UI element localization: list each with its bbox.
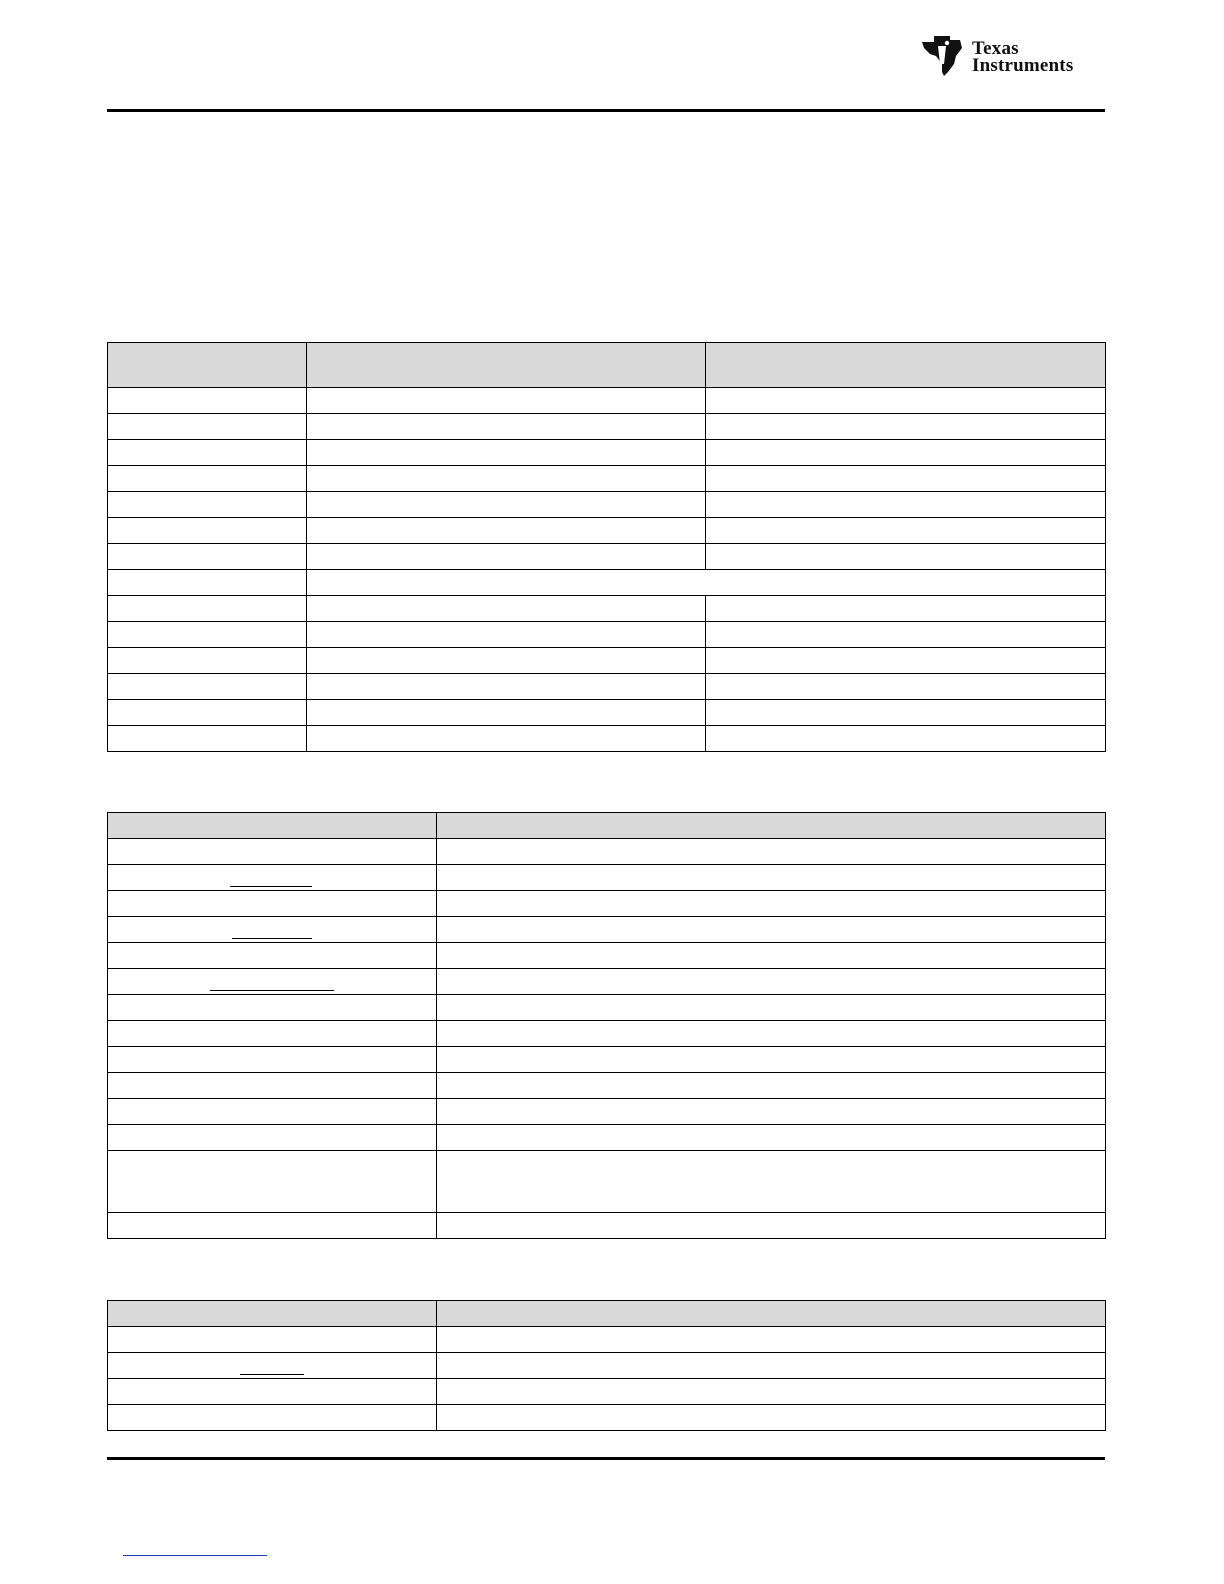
table-2-header-row: [108, 813, 1106, 839]
table-row: [108, 1213, 1106, 1239]
table-cell: [108, 700, 307, 726]
table-cell: [307, 492, 706, 518]
table-cell: [307, 544, 706, 570]
table-row: [108, 388, 1106, 414]
table-row: [108, 700, 1106, 726]
table-cell: [307, 622, 706, 648]
table-cell: [108, 1125, 437, 1151]
table-cell: [108, 596, 307, 622]
table-cell: [108, 1405, 437, 1431]
overline-mark: [230, 886, 312, 887]
table-cell: [437, 865, 1106, 891]
table-1-header-cell: [108, 343, 307, 388]
table-cell: [108, 388, 307, 414]
table-cell: [108, 1073, 437, 1099]
table-row: [108, 995, 1106, 1021]
table-cell: [307, 700, 706, 726]
table-cell: [437, 1125, 1106, 1151]
table-cell: [706, 440, 1106, 466]
table-cell: [437, 943, 1106, 969]
table-cell: [307, 648, 706, 674]
table-cell: [108, 891, 437, 917]
table-3-header-cell: [437, 1301, 1106, 1327]
table-row-tall: [108, 1151, 1106, 1213]
table-row: [108, 622, 1106, 648]
table-1: [107, 342, 1106, 752]
table-row: [108, 544, 1106, 570]
table-row: [108, 648, 1106, 674]
table-cell: [706, 466, 1106, 492]
table-3: [107, 1300, 1106, 1431]
table-cell: [108, 1151, 437, 1213]
table-cell: [437, 1021, 1106, 1047]
table-2-header-cell: [437, 813, 1106, 839]
table-row: [108, 1047, 1106, 1073]
table-2-header-cell: [108, 813, 437, 839]
table-row: [108, 674, 1106, 700]
table-cell: [108, 1213, 437, 1239]
table-cell: [437, 1379, 1106, 1405]
table-cell: [307, 596, 706, 622]
table-row: [108, 1353, 1106, 1379]
footer-link-underline[interactable]: [123, 1555, 267, 1556]
table-cell: [108, 1327, 437, 1353]
table-cell: [108, 969, 437, 995]
table-3-header-row: [108, 1301, 1106, 1327]
table-cell: [307, 674, 706, 700]
table-cell: [437, 1151, 1106, 1213]
table-cell: [307, 518, 706, 544]
table-cell: [108, 995, 437, 1021]
ti-logo-icon: [920, 34, 968, 78]
table-row: [108, 414, 1106, 440]
table-row: [108, 1073, 1106, 1099]
table-cell: [108, 1379, 437, 1405]
table-row: [108, 518, 1106, 544]
table-cell: [108, 440, 307, 466]
table-row: [108, 865, 1106, 891]
table-row: [108, 466, 1106, 492]
table-cell: [437, 969, 1106, 995]
header-rule: [107, 109, 1105, 112]
ti-logo: [920, 34, 1106, 80]
table-cell: [437, 1213, 1106, 1239]
table-cell: [108, 466, 307, 492]
table-cell: [307, 440, 706, 466]
table-cell: [108, 865, 437, 891]
table-row-merged: [108, 570, 1106, 596]
table-cell: [437, 917, 1106, 943]
table-1-header-row: [108, 343, 1106, 388]
table-cell: [706, 674, 1106, 700]
footer-rule: [107, 1457, 1105, 1460]
table-row: [108, 1021, 1106, 1047]
brand-line-1: Texas: [972, 38, 1019, 59]
table-cell: [706, 544, 1106, 570]
table-cell: [108, 1021, 437, 1047]
table-cell: [437, 1405, 1106, 1431]
table-row: [108, 596, 1106, 622]
table-cell: [437, 1099, 1106, 1125]
table-cell: [108, 943, 437, 969]
table-1-header-cell: [307, 343, 706, 388]
overline-mark: [232, 938, 312, 939]
table-cell: [108, 518, 307, 544]
brand-line-2: Instruments: [972, 55, 1074, 76]
table-cell-merged: [307, 570, 1106, 596]
table-cell: [706, 388, 1106, 414]
table-row: [108, 1327, 1106, 1353]
table-cell: [706, 700, 1106, 726]
table-cell: [307, 726, 706, 752]
overline-mark: [240, 1374, 304, 1375]
table-cell: [706, 726, 1106, 752]
table-row: [108, 1099, 1106, 1125]
table-row: [108, 440, 1106, 466]
table-row: [108, 891, 1106, 917]
table-row: [108, 839, 1106, 865]
overline-mark: [210, 990, 334, 991]
table-cell: [437, 1073, 1106, 1099]
table-row: [108, 969, 1106, 995]
table-cell: [108, 492, 307, 518]
table-cell: [108, 839, 437, 865]
table-cell: [307, 388, 706, 414]
table-cell: [108, 570, 307, 596]
table-cell: [437, 995, 1106, 1021]
table-cell: [437, 1047, 1106, 1073]
table-cell: [437, 891, 1106, 917]
table-cell: [437, 1327, 1106, 1353]
table-3-header-cell: [108, 1301, 437, 1327]
table-cell: [108, 674, 307, 700]
table-cell: [108, 726, 307, 752]
table-cell: [706, 492, 1106, 518]
table-cell: [706, 596, 1106, 622]
table-cell: [706, 622, 1106, 648]
table-2: [107, 812, 1106, 1239]
table-cell: [706, 518, 1106, 544]
table-cell: [437, 1353, 1106, 1379]
table-cell: [706, 414, 1106, 440]
table-row: [108, 492, 1106, 518]
table-cell: [307, 466, 706, 492]
table-cell: [108, 917, 437, 943]
table-row: [108, 1379, 1106, 1405]
table-cell: [108, 1353, 437, 1379]
table-1-header-cell: [706, 343, 1106, 388]
table-row: [108, 943, 1106, 969]
table-cell: [307, 414, 706, 440]
table-cell: [108, 1099, 437, 1125]
table-cell: [108, 414, 307, 440]
table-row: [108, 1405, 1106, 1431]
table-cell: [108, 544, 307, 570]
table-cell: [706, 648, 1106, 674]
table-cell: [437, 839, 1106, 865]
table-row: [108, 726, 1106, 752]
table-cell: [108, 1047, 437, 1073]
table-row: [108, 917, 1106, 943]
table-cell: [108, 622, 307, 648]
table-cell: [108, 648, 307, 674]
table-row: [108, 1125, 1106, 1151]
brand-name: [972, 40, 1073, 74]
